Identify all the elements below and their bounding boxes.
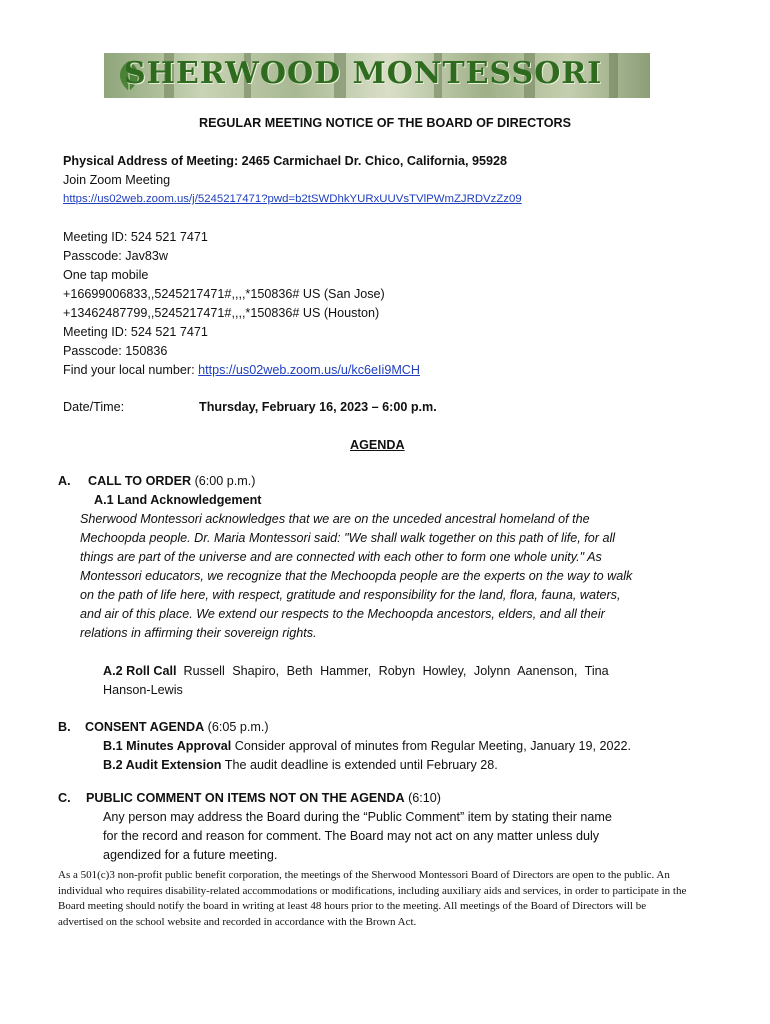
section-b-title: CONSENT AGENDA: [85, 720, 205, 734]
datetime-value: Thursday, February 16, 2023 – 6:00 p.m.: [199, 400, 437, 414]
b2-line: [103, 756, 498, 775]
section-b-letter: B.: [58, 720, 71, 734]
zoom-meeting-link[interactable]: https://us02web.zoom.us/j/5245217471?pwd=b2tSWDhkYURxUUVsTVlPWmZJRDVzZz09: [63, 193, 522, 205]
header-banner: [104, 53, 650, 98]
one-tap-houston: +13462487799,,5245217471#,,,,*150836# US (Houston): [63, 306, 380, 320]
local-number-label: Find your local number:: [63, 363, 199, 377]
section-a-time: (6:00 p.m.): [191, 474, 256, 488]
a1-line: Sherwood Montessori acknowledges that we are on the unceded ancestral homeland of the: [80, 512, 590, 526]
footer-notice: As a 501(c)3 non-profit public benefit corporation, the meetings of the Sherwood Montessori Board of Directors are open to the public. An individual who requires disability-related accommodations or modifications, including auxiliary aids and services, in order to participate in the Board meeting should notify the board in writing at least 48 hours prior to the meeting. All meetings of the Board of Directors will be advertised on the school website and recorded in accordance with the Brown Act.: [58, 869, 687, 928]
datetime-label: Date/Time:: [63, 400, 125, 414]
section-a-letter: A.: [58, 474, 71, 488]
passcode: Passcode: Jav83w: [63, 249, 169, 263]
a1-line: Montessori educators, we recognize that the Mechoopda people are the experts on the way to walk: [80, 569, 633, 583]
a2-line-2: Hanson-Lewis: [103, 683, 183, 697]
section-c-letter: C.: [58, 791, 71, 805]
section-b-time: (6:05 p.m.): [204, 720, 269, 734]
a1-line: and air of this place. We extend our respects to the Mechoopda ancestors, elders, and all their: [80, 607, 605, 621]
meeting-id-2: Meeting ID: 524 521 7471: [63, 325, 208, 339]
b2-text: The audit deadline is extended until February 28.: [221, 758, 498, 772]
notice-title: REGULAR MEETING NOTICE OF THE BOARD OF DIRECTORS: [199, 116, 571, 130]
section-c-time: (6:10): [404, 791, 441, 805]
meeting-id: Meeting ID: 524 521 7471: [63, 230, 208, 244]
b1-line: [103, 737, 631, 756]
section-c-heading: [86, 789, 441, 808]
c-line: Any person may address the Board during the “Public Comment” item by stating their name: [103, 810, 612, 824]
a2-names: Russell Shapiro, Beth Hammer, Robyn Howley, Jolynn Aanenson, Tina: [183, 664, 609, 678]
a2-line-1: [103, 662, 609, 681]
section-c-title: PUBLIC COMMENT ON ITEMS NOT ON THE AGENDA: [86, 791, 405, 805]
b1-text: Consider approval of minutes from Regular Meeting, January 19, 2022.: [231, 739, 632, 753]
section-b-heading: [85, 718, 269, 737]
meeting-address: Physical Address of Meeting: 2465 Carmichael Dr. Chico, California, 95928: [63, 154, 507, 168]
a1-line: relations in affirming their sovereign rights.: [80, 626, 317, 640]
a1-line: things are part of the universe and are connected with each other to form one whole unity." As: [80, 550, 602, 564]
section-a-heading: [88, 472, 255, 491]
join-zoom-label: Join Zoom Meeting: [63, 173, 171, 187]
agenda-heading: AGENDA: [350, 438, 405, 452]
c-line: agendized for a future meeting.: [103, 848, 278, 862]
local-number-line: [63, 361, 420, 380]
b2-title: B.2 Audit Extension: [103, 758, 222, 772]
banner-title: SHERWOOD MONTESSORI: [124, 56, 603, 91]
passcode-2: Passcode: 150836: [63, 344, 168, 358]
a2-title: A.2 Roll Call: [103, 664, 177, 678]
a1-line: on the path of life here, with respect, gratitude and responsibility for the land, flora, fauna, waters,: [80, 588, 621, 602]
section-a-title: CALL TO ORDER: [88, 474, 192, 488]
c-line: for the record and reason for comment. The Board may not act on any matter unless duly: [103, 829, 600, 843]
local-number-link[interactable]: https://us02web.zoom.us/u/kc6eIi9MCH: [198, 363, 421, 377]
b1-title: B.1 Minutes Approval: [103, 739, 232, 753]
a1-title: A.1 Land Acknowledgement: [94, 493, 262, 507]
one-tap-label: One tap mobile: [63, 268, 149, 282]
one-tap-san-jose: +16699006833,,5245217471#,,,,*150836# US (San Jose): [63, 287, 385, 301]
a1-line: Mechoopda people. Dr. Maria Montessori said: "We shall walk together on this path of life, for all: [80, 531, 616, 545]
